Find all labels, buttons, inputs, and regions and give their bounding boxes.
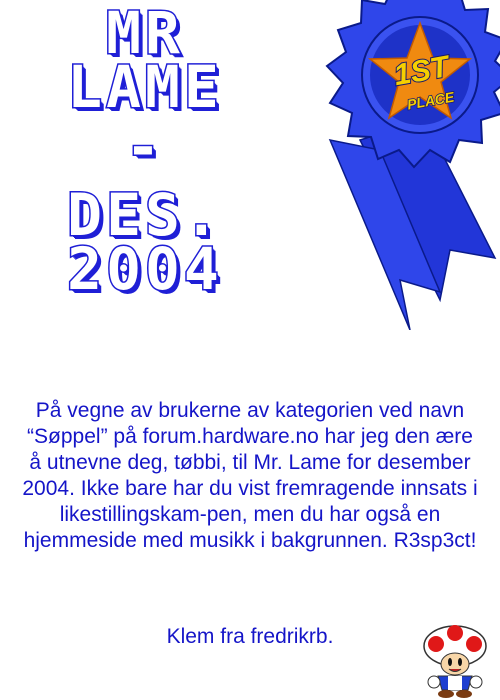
signature: Klem fra fredrikrb. <box>166 625 334 648</box>
toad-mushroom-character-icon <box>422 624 488 698</box>
title-line-mr: MR <box>106 0 184 67</box>
title-line-year: 2004 <box>67 235 223 303</box>
title-line-lame: LAME <box>67 53 223 121</box>
title-line-dash: - <box>125 113 165 181</box>
first-place-ribbon-icon <box>290 0 500 330</box>
title-line-month: DES. <box>67 181 223 249</box>
award-message: På vegne av brukerne av kategorien ved navn “Søppel” på forum.hardware.no har jeg den ære å utnevne deg, tøbbi, til Mr. Lame for desember 2004. Ikke bare har du vist fremragende innsats i likestillingskam-pen, men du har også en hjemmeside med musikk i bakgrunnen. R3sp3ct! <box>22 399 478 552</box>
badge-text-place: PLACE <box>405 88 456 113</box>
badge-text-1st: 1ST <box>391 50 452 93</box>
